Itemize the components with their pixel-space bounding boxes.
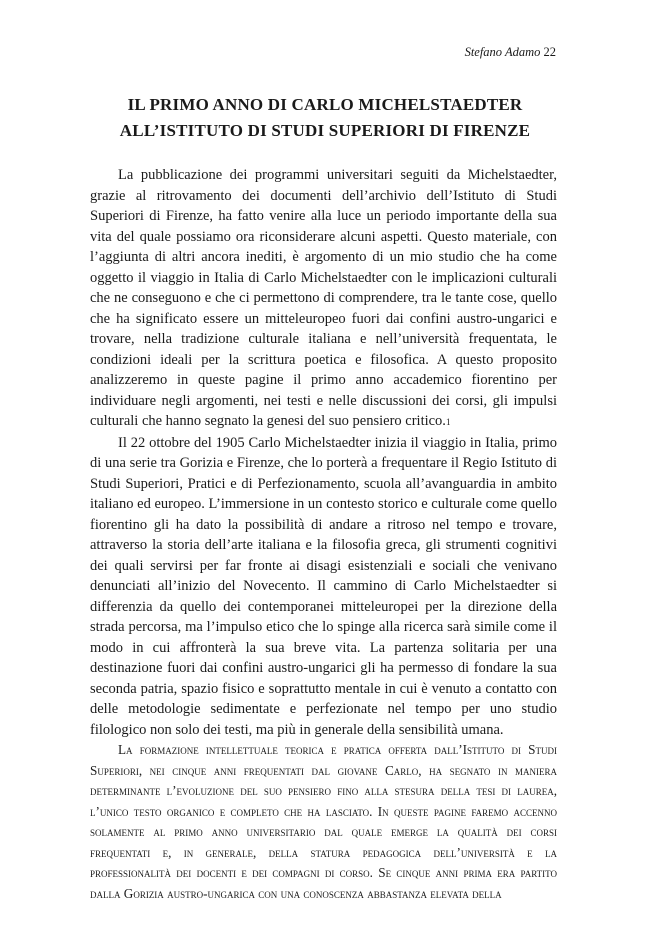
title-line-2: ALL’ISTITUTO DI STUDI SUPERIORI DI FIRENZE: [119, 121, 531, 140]
article-title: [0, 92, 650, 144]
page-number: 22: [543, 45, 556, 59]
paragraph-2: Il 22 ottobre del 1905 Carlo Michelstaedter inizia il viaggio in Italia, primo di una serie tra Gorizia e Firenze, che lo porterà a frequentare il Regio Istituto di Studi Superiori, Pratici e di Perfezionamento, scuola all’avanguardia in ambito italiano ed europeo. L’immersione in un contesto storico e culturale come quello fiorentino gli ha dato la possibilità di andare a ritroso nel tempo e trovare, attraverso la storia dell’arte italiana e la filosofia greca, gli strumenti cognitivi dei quali servirsi per far fronte ai disagi esistenziali e sociali che venivano denunciati all’inizio del Novecento. Il cammino di Carlo Michelstaedter si differenzia da quello dei contemporanei mitteleuropei per la direzione della strada percorsa, ma l’impulso etico che lo spinge alla ricerca sarà simile come il modo in cui affronterà la sua breve vita. La partenza solitaria per una destinazione fuori dai confini austro-ungarici gli ha permesso di fondare la sua seconda patria, spazio fisico e soprattutto mentale in cui è venuto a contatto con delle metodologie sedimentate e perfezionate nel tempo per uno studio filologico non solo dei testi, ma più in generale della sensibilità umana.: [90, 434, 557, 738]
paragraph-1: [90, 165, 557, 433]
article-body: [90, 165, 557, 904]
header-author: Stefano Adamo: [464, 45, 541, 59]
paragraph-3: La formazione intellettuale teorica e pratica offerta dall’Istituto di Studi Superiori, nei cinque anni frequentati dal giovane Carlo, ha segnato in maniera determinante l’evoluzione del suo pensiero fino alla stesura della tesi di laurea, l’unico testo organico e completo che ha lasciato. In queste pagine faremo accenno solamente al primo anno universitario dal quale emerge la qualità dei corsi frequentati e, in generale, della statura pedagogica dell’università e la professionalità dei docenti e dei compagni di corso. Se cinque anni prima era partito dalla Gorizia austro-ungarica con una conoscenza abbastanza elevata della: [90, 742, 557, 901]
paragraph-1-text: La pubblicazione dei programmi universitari seguiti da Michelstaedter, grazie al ritrovamento dei documenti dell’archivio dell’Istituto di Studi Superiori di Firenze, ha fatto venire alla luce un periodo importante della sua vita del quale possiamo ora riconsiderare alcuni aspetti. Questo materiale, con l’aggiunta di altri ancora inediti, è argomento di un mio studio che ha come oggetto il viaggio in Italia di Carlo Michelstaedter con le implicazioni culturali che ne conseguono e che ci permettono di comprendere, tra le tante cose, quello che ha significato essere un mitteleuropeo fuori dai confini austro-ungarici e trovare, nella tradizione culturale italiana e nell’università frequentata, le condizioni ideali per la scrittura poetica e filosofica. A questo proposito analizzeremo in queste pagine il primo anno accademico fiorentino per individuare negli argomenti, nei testi e nelle discussioni dei corsi, gli impulsi culturali che hanno segnato la genesi del suo pensiero critico.: [90, 167, 557, 429]
footnote-marker: 1: [445, 417, 451, 427]
page-header: [465, 45, 556, 60]
title-line-1: IL PRIMO ANNO DI CARLO MICHELSTAEDTER: [127, 95, 523, 114]
